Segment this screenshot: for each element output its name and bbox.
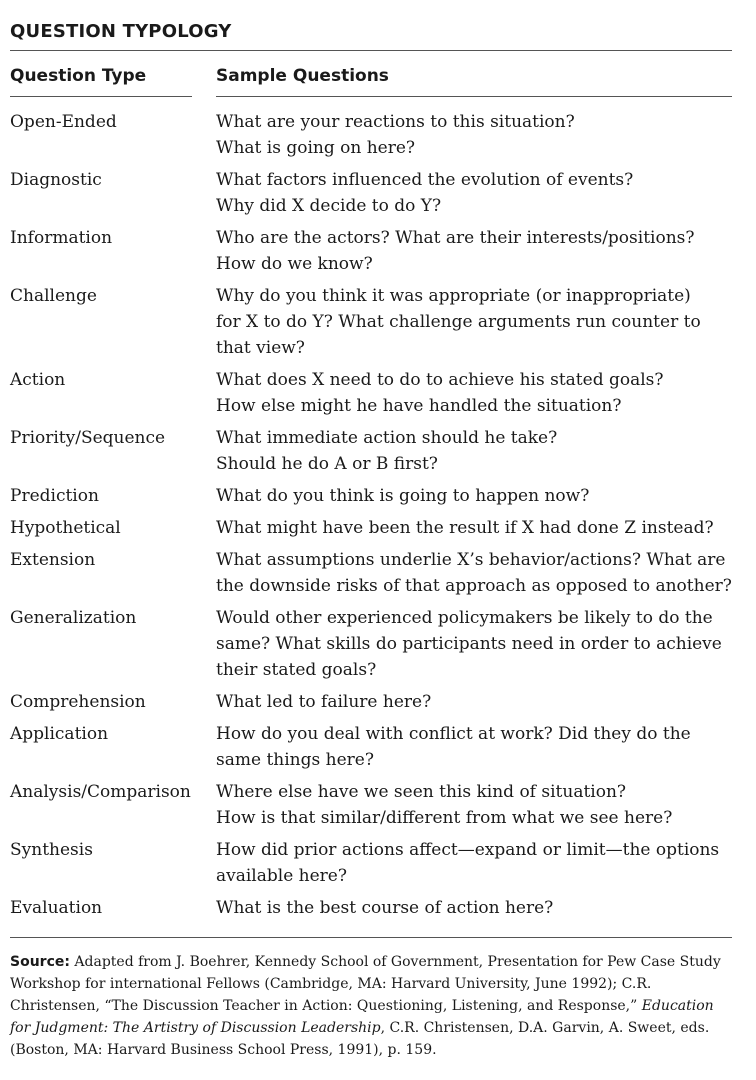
table-row bbox=[10, 515, 732, 541]
source-text-part2: , C.R. Christensen, D.A. Garvin, A. Sweet, eds. (Boston, MA: Harvard Business School Press, 1991), p. 159. bbox=[10, 1020, 710, 1058]
sample-questions-cell: What led to failure here? bbox=[216, 692, 432, 712]
question-type-cell: Priority/Sequence bbox=[10, 428, 166, 448]
question-type-cell: Application bbox=[10, 724, 109, 744]
table-row bbox=[10, 425, 732, 477]
sample-questions-cell: What immediate action should he take? Should he do A or B first? bbox=[216, 428, 558, 474]
table-body bbox=[10, 109, 732, 927]
question-type-cell: Analysis/Comparison bbox=[10, 782, 191, 802]
sample-questions-cell: What is the best course of action here? bbox=[216, 898, 554, 918]
table-row bbox=[10, 367, 732, 419]
sample-questions-cell: Who are the actors? What are their interests/positions? How do we know? bbox=[216, 228, 695, 274]
column-header-question-type: Question Type bbox=[10, 66, 147, 86]
question-type-cell: Challenge bbox=[10, 286, 97, 306]
table-row bbox=[10, 283, 732, 361]
sample-questions-cell: Where else have we seen this kind of situation? How is that similar/different from what we see here? bbox=[216, 782, 673, 828]
table-row bbox=[10, 779, 732, 831]
sample-questions-cell: What assumptions underlie X’s behavior/actions? What are the downside risks of that approach as opposed to another? bbox=[216, 550, 732, 596]
source-note bbox=[10, 951, 732, 1061]
sample-questions-cell: What might have been the result if X had done Z instead? bbox=[216, 518, 714, 538]
table-row bbox=[10, 547, 732, 599]
sample-questions-cell: How do you deal with conflict at work? Did they do the same things here? bbox=[216, 724, 691, 770]
question-type-cell: Comprehension bbox=[10, 692, 146, 712]
sample-questions-cell: What are your reactions to this situation? What is going on here? bbox=[216, 112, 575, 158]
sample-questions-cell: What do you think is going to happen now? bbox=[216, 486, 590, 506]
table-row bbox=[10, 483, 732, 509]
source-text-part1: Adapted from J. Boehrer, Kennedy School of Government, Presentation for Pew Case Study Workshop for international Fellows (Cambridge, MA: Harvard University, June 1992); C.R. Christensen, “The Discussion Teacher in Action: Questioning, Listening, and Response,” bbox=[10, 954, 721, 1014]
sample-questions-cell: What factors influenced the evolution of events? Why did X decide to do Y? bbox=[216, 170, 634, 216]
table-row bbox=[10, 689, 732, 715]
source-label: Source: bbox=[10, 954, 70, 970]
table-bottom-rule bbox=[10, 937, 732, 938]
table-row bbox=[10, 837, 732, 889]
table-row bbox=[10, 225, 732, 277]
table-row bbox=[10, 167, 732, 219]
source-book-title: Education for Judgment: The Artistry of Discussion Leadership bbox=[10, 998, 714, 1036]
table-row bbox=[10, 605, 732, 683]
question-type-cell: Information bbox=[10, 228, 113, 248]
question-type-cell: Action bbox=[10, 370, 66, 390]
question-type-cell: Extension bbox=[10, 550, 96, 570]
question-type-cell: Prediction bbox=[10, 486, 99, 506]
title-rule bbox=[10, 50, 732, 51]
question-type-cell: Diagnostic bbox=[10, 170, 102, 190]
table-row bbox=[10, 895, 732, 921]
table-row bbox=[10, 721, 732, 773]
question-type-cell: Generalization bbox=[10, 608, 137, 628]
column-header-sample-questions: Sample Questions bbox=[216, 66, 389, 86]
sample-questions-cell: What does X need to do to achieve his stated goals? How else might he have handled the situation? bbox=[216, 370, 664, 416]
header-rule-right bbox=[216, 96, 732, 97]
table-row bbox=[10, 109, 732, 161]
table-title: QUESTION TYPOLOGY bbox=[10, 21, 232, 42]
question-type-cell: Open-Ended bbox=[10, 112, 117, 132]
question-type-cell: Synthesis bbox=[10, 840, 93, 860]
sample-questions-cell: Why do you think it was appropriate (or inappropriate) for X to do Y? What challenge arguments run counter to that view? bbox=[216, 286, 701, 358]
header-rule-left bbox=[10, 96, 192, 97]
sample-questions-cell: Would other experienced policymakers be likely to do the same? What skills do participants need in order to achieve their stated goals? bbox=[216, 608, 722, 680]
sample-questions-cell: How did prior actions affect—expand or limit—the options available here? bbox=[216, 840, 720, 886]
question-type-cell: Evaluation bbox=[10, 898, 103, 918]
question-type-cell: Hypothetical bbox=[10, 518, 121, 538]
